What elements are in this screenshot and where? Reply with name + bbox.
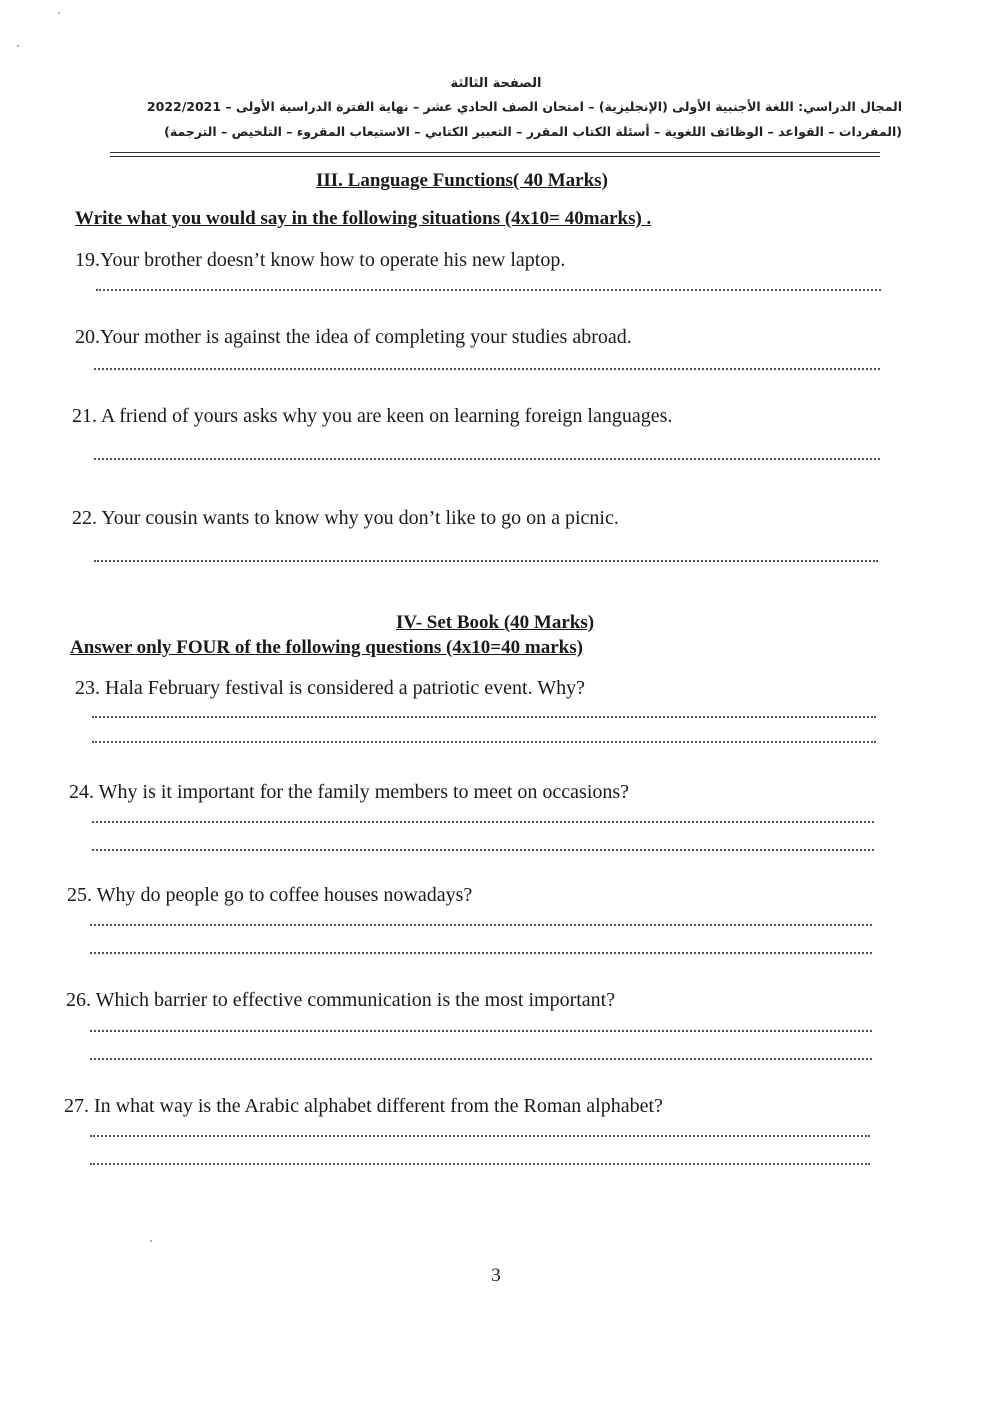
header-divider-bottom [110,156,880,157]
answer-line-24b[interactable] [92,849,874,851]
answer-line-24a[interactable] [92,821,874,823]
header-page-label: الصفحة الثالثة [450,76,542,91]
answer-line-27a[interactable] [90,1135,870,1137]
scan-speck [150,1240,152,1242]
scan-speck [58,12,60,14]
answer-line-26a[interactable] [90,1030,872,1032]
section-3-instruction: Write what you would say in the following situations (4x10= 40marks) . [75,208,652,229]
answer-line-25b[interactable] [90,952,872,954]
header-topics-line: (المفردات – القواعد – الوظائف اللغوية – أسئلة الكتاب المقرر – التعبير الكتابي – الاستيعاب المقروء – التلخيص – الترجمة) [164,124,902,139]
header-subject-line: المجال الدراسي: اللغة الأجنبية الأولى (الإنجليزية) – امتحان الصف الحادي عشر – نهاية الفترة الدراسية الأولى – 2022/2021 [146,99,902,114]
answer-line-25a[interactable] [90,924,872,926]
answer-line-26b[interactable] [90,1058,872,1060]
answer-line-19[interactable] [96,289,881,291]
question-19: 19.Your brother doesn’t know how to operate his new laptop. [75,249,566,271]
question-27: 27. In what way is the Arabic alphabet different from the Roman alphabet? [64,1095,663,1117]
scan-speck [17,45,19,47]
header-divider-top [110,152,880,153]
answer-line-23a[interactable] [92,716,876,718]
question-24: 24. Why is it important for the family members to meet on occasions? [69,781,630,803]
section-3-title: III. Language Functions( 40 Marks) [316,170,608,191]
page-number: 3 [491,1265,501,1286]
question-22: 22. Your cousin wants to know why you don’t like to go on a picnic. [72,507,619,529]
answer-line-22[interactable] [94,560,878,562]
question-23: 23. Hala February festival is considered a patriotic event. Why? [75,677,586,699]
answer-line-27b[interactable] [90,1163,870,1165]
answer-line-23b[interactable] [92,741,876,743]
question-25: 25. Why do people go to coffee houses nowadays? [67,884,473,906]
question-20: 20.Your mother is against the idea of completing your studies abroad. [75,326,632,348]
answer-line-20[interactable] [94,368,880,370]
section-4-instruction: Answer only FOUR of the following questions (4x10=40 marks) [70,637,583,658]
section-4-title: IV- Set Book (40 Marks) [396,612,595,633]
question-26: 26. Which barrier to effective communication is the most important? [66,989,616,1011]
question-21: 21. A friend of yours asks why you are keen on learning foreign languages. [72,405,673,427]
answer-line-21[interactable] [94,458,880,460]
